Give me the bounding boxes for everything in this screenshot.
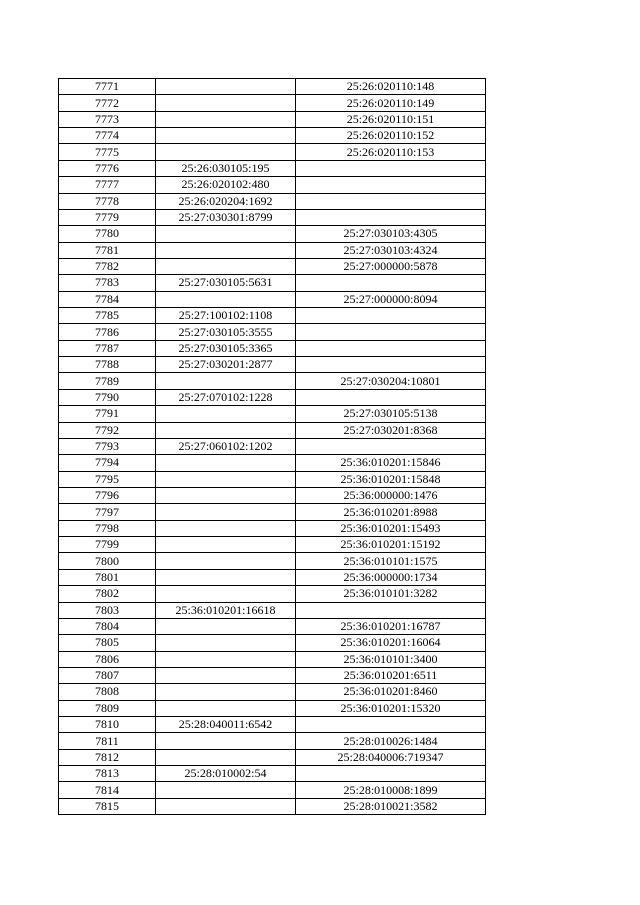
- column-b-cell: 25:36:000000:1476: [296, 487, 486, 503]
- column-b-cell: 25:26:020110:148: [296, 79, 486, 95]
- column-a-cell: [156, 79, 296, 95]
- row-number-cell: 7811: [59, 733, 156, 749]
- table-row: [59, 406, 486, 422]
- row-number-cell: 7805: [59, 635, 156, 651]
- table-row: [59, 586, 486, 602]
- row-number-cell: 7809: [59, 700, 156, 716]
- table-row: [59, 111, 486, 127]
- table-row: [59, 782, 486, 798]
- table-row: [59, 455, 486, 471]
- table-row: [59, 684, 486, 700]
- column-b-cell: [296, 160, 486, 176]
- column-a-cell: [156, 373, 296, 389]
- column-b-cell: [296, 717, 486, 733]
- column-b-cell: 25:36:010201:15846: [296, 455, 486, 471]
- table-row: [59, 438, 486, 454]
- table-row: [59, 700, 486, 716]
- row-number-cell: 7772: [59, 95, 156, 111]
- table-row: [59, 308, 486, 324]
- row-number-cell: 7801: [59, 569, 156, 585]
- table-row: [59, 226, 486, 242]
- table-row: [59, 569, 486, 585]
- column-b-cell: 25:28:010026:1484: [296, 733, 486, 749]
- row-number-cell: 7780: [59, 226, 156, 242]
- row-number-cell: 7778: [59, 193, 156, 209]
- column-b-cell: 25:36:010201:8460: [296, 684, 486, 700]
- column-b-cell: 25:36:010101:1575: [296, 553, 486, 569]
- column-a-cell: [156, 798, 296, 814]
- table-row: [59, 324, 486, 340]
- column-b-cell: 25:36:010101:3400: [296, 651, 486, 667]
- column-a-cell: 25:36:010201:16618: [156, 602, 296, 618]
- table-row: [59, 275, 486, 291]
- column-a-cell: [156, 144, 296, 160]
- row-number-cell: 7812: [59, 749, 156, 765]
- column-b-cell: [296, 357, 486, 373]
- column-b-cell: 25:27:030204:10801: [296, 373, 486, 389]
- row-number-cell: 7773: [59, 111, 156, 127]
- column-a-cell: [156, 111, 296, 127]
- row-number-cell: 7799: [59, 537, 156, 553]
- row-number-cell: 7793: [59, 438, 156, 454]
- row-number-cell: 7815: [59, 798, 156, 814]
- column-b-cell: 25:36:010201:15493: [296, 520, 486, 536]
- column-a-cell: [156, 504, 296, 520]
- table-body: [59, 79, 486, 815]
- column-a-cell: [156, 406, 296, 422]
- column-a-cell: [156, 226, 296, 242]
- column-b-cell: 25:28:010021:3582: [296, 798, 486, 814]
- column-b-cell: 25:26:020110:152: [296, 128, 486, 144]
- column-b-cell: [296, 308, 486, 324]
- row-number-cell: 7788: [59, 357, 156, 373]
- table-row: [59, 193, 486, 209]
- column-a-cell: [156, 635, 296, 651]
- column-a-cell: 25:27:030105:5631: [156, 275, 296, 291]
- column-b-cell: [296, 209, 486, 225]
- column-a-cell: [156, 128, 296, 144]
- column-a-cell: [156, 537, 296, 553]
- column-a-cell: [156, 242, 296, 258]
- table-row: [59, 128, 486, 144]
- column-b-cell: 25:27:030201:8368: [296, 422, 486, 438]
- table-row: [59, 651, 486, 667]
- column-b-cell: 25:36:010201:16064: [296, 635, 486, 651]
- column-b-cell: 25:28:010008:1899: [296, 782, 486, 798]
- column-b-cell: [296, 324, 486, 340]
- row-number-cell: 7791: [59, 406, 156, 422]
- row-number-cell: 7776: [59, 160, 156, 176]
- row-number-cell: 7797: [59, 504, 156, 520]
- column-b-cell: 25:36:010201:6511: [296, 667, 486, 683]
- column-a-cell: 25:27:030105:3365: [156, 340, 296, 356]
- column-a-cell: 25:28:040011:6542: [156, 717, 296, 733]
- column-a-cell: [156, 782, 296, 798]
- column-a-cell: 25:26:020204:1692: [156, 193, 296, 209]
- row-number-cell: 7783: [59, 275, 156, 291]
- column-b-cell: [296, 602, 486, 618]
- row-number-cell: 7804: [59, 618, 156, 634]
- column-b-cell: 25:36:010201:15320: [296, 700, 486, 716]
- table-row: [59, 798, 486, 814]
- column-b-cell: [296, 389, 486, 405]
- column-a-cell: [156, 471, 296, 487]
- column-b-cell: 25:36:010201:16787: [296, 618, 486, 634]
- column-b-cell: 25:26:020110:151: [296, 111, 486, 127]
- row-number-cell: 7795: [59, 471, 156, 487]
- column-a-cell: [156, 586, 296, 602]
- column-b-cell: 25:36:000000:1734: [296, 569, 486, 585]
- row-number-cell: 7775: [59, 144, 156, 160]
- column-a-cell: 25:27:030201:2877: [156, 357, 296, 373]
- column-b-cell: [296, 177, 486, 193]
- column-b-cell: 25:27:030103:4324: [296, 242, 486, 258]
- column-a-cell: 25:27:030301:8799: [156, 209, 296, 225]
- table-row: [59, 733, 486, 749]
- column-a-cell: 25:26:020102:480: [156, 177, 296, 193]
- column-a-cell: 25:27:100102:1108: [156, 308, 296, 324]
- column-a-cell: [156, 651, 296, 667]
- column-b-cell: 25:27:000000:8094: [296, 291, 486, 307]
- row-number-cell: 7813: [59, 766, 156, 782]
- row-number-cell: 7790: [59, 389, 156, 405]
- row-number-cell: 7798: [59, 520, 156, 536]
- column-a-cell: [156, 422, 296, 438]
- table-row: [59, 635, 486, 651]
- row-number-cell: 7785: [59, 308, 156, 324]
- row-number-cell: 7789: [59, 373, 156, 389]
- row-number-cell: 7774: [59, 128, 156, 144]
- column-b-cell: 25:27:030103:4305: [296, 226, 486, 242]
- column-b-cell: 25:26:020110:153: [296, 144, 486, 160]
- data-table: [58, 78, 486, 815]
- column-a-cell: [156, 733, 296, 749]
- table-row: [59, 504, 486, 520]
- table-row: [59, 357, 486, 373]
- column-a-cell: 25:27:030105:3555: [156, 324, 296, 340]
- column-a-cell: [156, 618, 296, 634]
- row-number-cell: 7781: [59, 242, 156, 258]
- column-a-cell: 25:26:030105:195: [156, 160, 296, 176]
- table-row: [59, 291, 486, 307]
- table-row: [59, 537, 486, 553]
- column-b-cell: 25:27:030105:5138: [296, 406, 486, 422]
- table-row: [59, 209, 486, 225]
- column-a-cell: [156, 455, 296, 471]
- column-b-cell: [296, 766, 486, 782]
- row-number-cell: 7803: [59, 602, 156, 618]
- column-b-cell: 25:36:010201:15848: [296, 471, 486, 487]
- table-row: [59, 79, 486, 95]
- row-number-cell: 7771: [59, 79, 156, 95]
- column-a-cell: [156, 520, 296, 536]
- column-a-cell: [156, 684, 296, 700]
- column-b-cell: [296, 438, 486, 454]
- table-row: [59, 520, 486, 536]
- row-number-cell: 7792: [59, 422, 156, 438]
- table-row: [59, 471, 486, 487]
- table-row: [59, 144, 486, 160]
- table-row: [59, 602, 486, 618]
- row-number-cell: 7779: [59, 209, 156, 225]
- column-a-cell: 25:28:010002:54: [156, 766, 296, 782]
- table-row: [59, 422, 486, 438]
- column-b-cell: 25:28:040006:719347: [296, 749, 486, 765]
- table-row: [59, 749, 486, 765]
- row-number-cell: 7787: [59, 340, 156, 356]
- table-row: [59, 242, 486, 258]
- table-row: [59, 95, 486, 111]
- row-number-cell: 7802: [59, 586, 156, 602]
- row-number-cell: 7810: [59, 717, 156, 733]
- column-b-cell: 25:26:020110:149: [296, 95, 486, 111]
- row-number-cell: 7814: [59, 782, 156, 798]
- column-b-cell: [296, 193, 486, 209]
- table-row: [59, 717, 486, 733]
- column-a-cell: [156, 95, 296, 111]
- table-row: [59, 258, 486, 274]
- table-row: [59, 667, 486, 683]
- row-number-cell: 7786: [59, 324, 156, 340]
- table-row: [59, 766, 486, 782]
- column-b-cell: 25:36:010201:15192: [296, 537, 486, 553]
- row-number-cell: 7784: [59, 291, 156, 307]
- row-number-cell: 7777: [59, 177, 156, 193]
- column-a-cell: [156, 569, 296, 585]
- row-number-cell: 7782: [59, 258, 156, 274]
- table-row: [59, 389, 486, 405]
- column-b-cell: 25:36:010101:3282: [296, 586, 486, 602]
- column-b-cell: [296, 340, 486, 356]
- row-number-cell: 7808: [59, 684, 156, 700]
- column-b-cell: 25:36:010201:8988: [296, 504, 486, 520]
- column-a-cell: [156, 553, 296, 569]
- table-row: [59, 618, 486, 634]
- table-row: [59, 160, 486, 176]
- table-row: [59, 373, 486, 389]
- row-number-cell: 7807: [59, 667, 156, 683]
- column-a-cell: [156, 700, 296, 716]
- row-number-cell: 7796: [59, 487, 156, 503]
- row-number-cell: 7794: [59, 455, 156, 471]
- column-a-cell: [156, 749, 296, 765]
- table-row: [59, 487, 486, 503]
- row-number-cell: 7806: [59, 651, 156, 667]
- column-b-cell: [296, 275, 486, 291]
- column-a-cell: 25:27:060102:1202: [156, 438, 296, 454]
- row-number-cell: 7800: [59, 553, 156, 569]
- column-a-cell: [156, 291, 296, 307]
- column-b-cell: 25:27:000000:5878: [296, 258, 486, 274]
- column-a-cell: [156, 487, 296, 503]
- table-row: [59, 553, 486, 569]
- column-a-cell: 25:27:070102:1228: [156, 389, 296, 405]
- column-a-cell: [156, 258, 296, 274]
- column-a-cell: [156, 667, 296, 683]
- table-row: [59, 177, 486, 193]
- table-row: [59, 340, 486, 356]
